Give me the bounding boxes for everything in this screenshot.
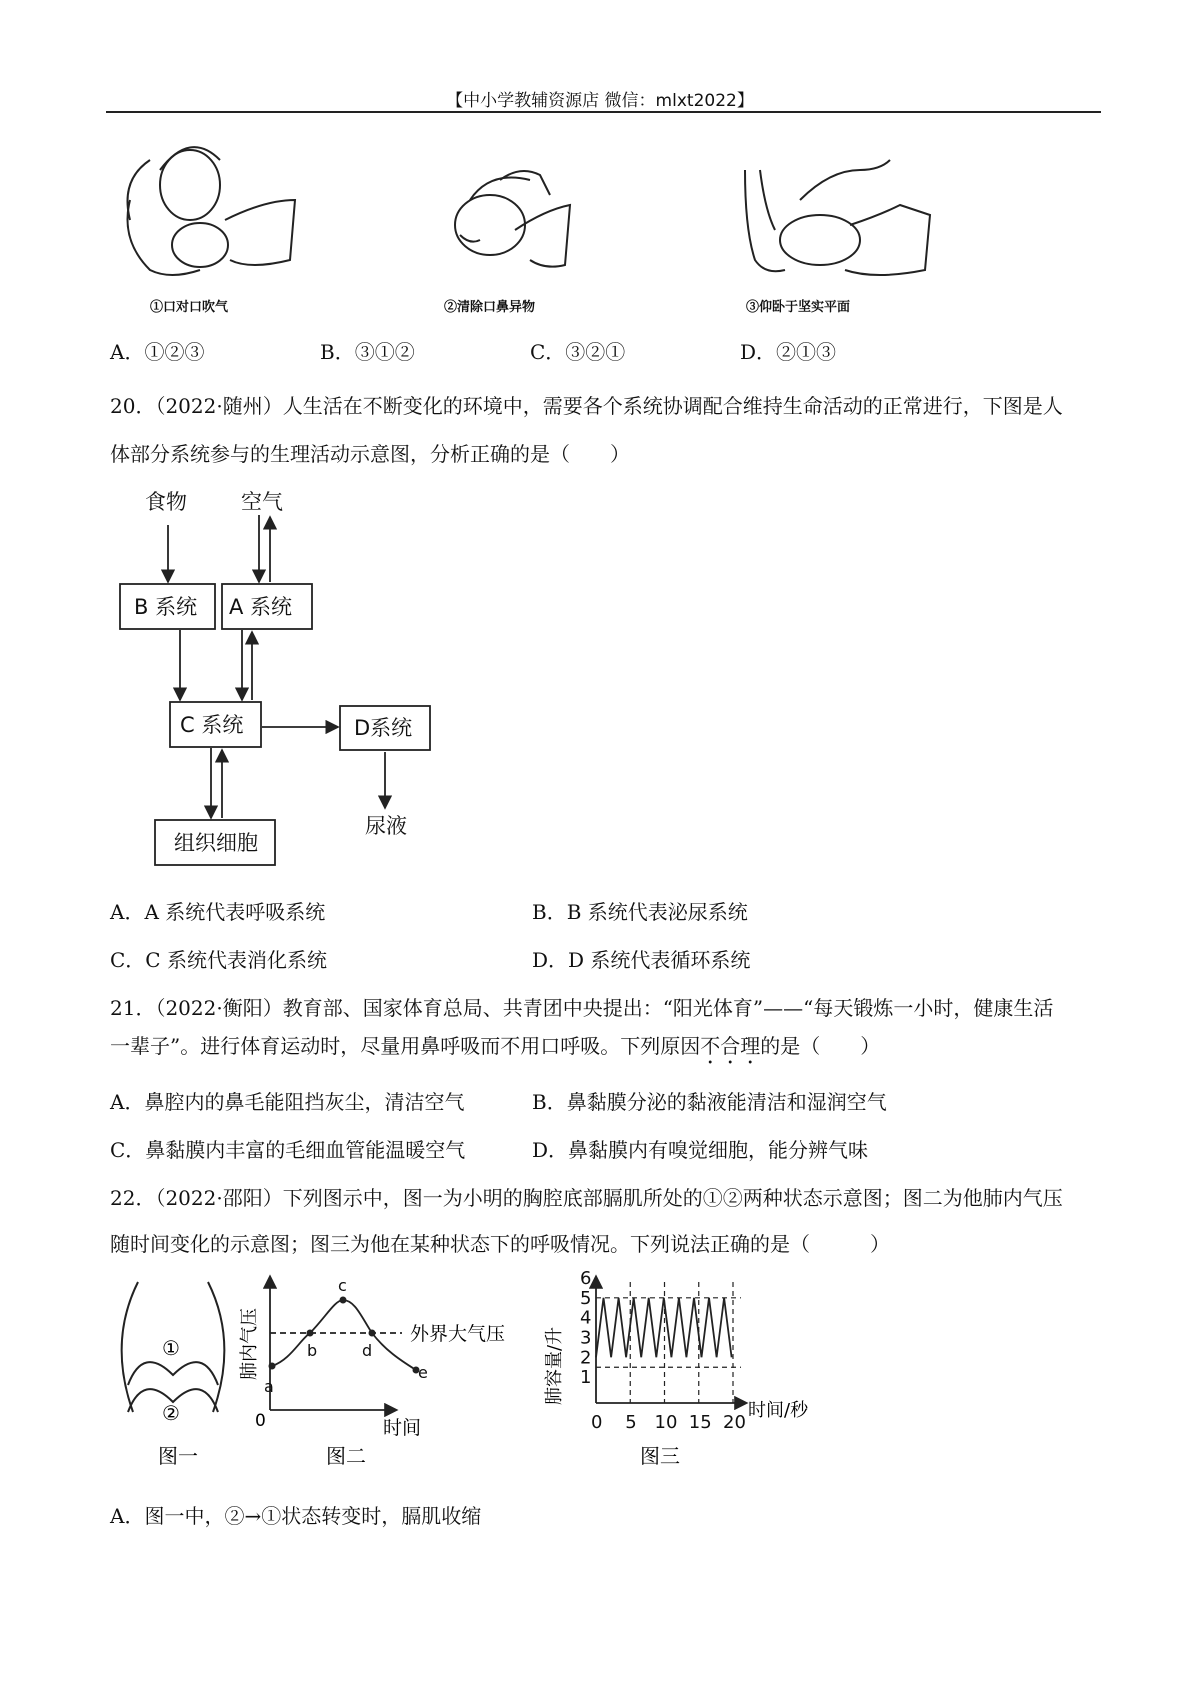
q21-option-d: D．鼻黏膜内有嗅觉细胞，能分辨气味 <box>532 1138 869 1162</box>
q22-option-a: A．图一中，②→①状态转变时，膈肌收缩 <box>110 1504 482 1528</box>
q19-option-a: A．①②③ <box>110 340 205 364</box>
q20-option-c: C．C 系统代表消化系统 <box>110 948 327 972</box>
q21-option-b: B．鼻黏膜分泌的黏液能清洁和湿润空气 <box>532 1090 887 1114</box>
q19-option-b: B．③①② <box>320 340 415 364</box>
caption-3: ③仰卧于坚实平面 <box>746 300 851 315</box>
a-system-label: A 系统 <box>229 595 293 619</box>
q21-option-c: C．鼻黏膜内丰富的毛细血管能温暖空气 <box>110 1138 466 1162</box>
c-system-label: C 系统 <box>180 713 244 737</box>
q20-option-a: A．A 系统代表呼吸系统 <box>110 900 326 924</box>
fig2-ref-label: 外界大气压 <box>410 1323 506 1345</box>
label-a: a <box>264 1377 274 1396</box>
label-c: c <box>338 1276 347 1295</box>
fig1-caption: 图一 <box>158 1444 198 1468</box>
q19-option-c: C．③②① <box>530 340 626 364</box>
q21-stem-pre: 一辈子”。进行体育运动时，尽量用鼻呼吸而不用口呼吸。下列原因 <box>110 1034 701 1058</box>
label-e: e <box>418 1363 428 1382</box>
q21-option-a: A．鼻腔内的鼻毛能阻挡灰尘，清洁空气 <box>110 1090 465 1114</box>
urine-label: 尿液 <box>365 814 407 838</box>
fig2-xlabel: 时间 <box>383 1417 422 1439</box>
q21-stem-line1: 21．（2022·衡阳）教育部、国家体育总局、共青团中央提出：“阳光体育”——“每天锻炼一小时，健康生活 <box>110 996 1054 1020</box>
y-tick-2: 2 <box>580 1347 592 1369</box>
x-tick-0: 0 <box>591 1412 603 1433</box>
q22-stem-line2: 随时间变化的示意图；图三为他在某种状态下的呼吸情况。下列说法正确的是（ ） <box>110 1232 890 1256</box>
x-tick-5: 5 <box>625 1412 637 1433</box>
q21-stem-post: 的是（ ） <box>760 1034 881 1058</box>
fig3-ylabel: 肺容量/升 <box>544 1326 565 1405</box>
y-tick-4: 4 <box>580 1307 592 1329</box>
q20-option-b: B．B 系统代表泌尿系统 <box>532 900 748 924</box>
tissue-label: 组织细胞 <box>174 831 258 855</box>
y-tick-5: 5 <box>580 1287 592 1309</box>
y-tick-3: 3 <box>580 1327 592 1349</box>
fig2-ylabel: 肺内气压 <box>239 1308 260 1380</box>
caption-1: ①口对口吹气 <box>150 300 229 315</box>
food-label: 食物 <box>145 490 187 514</box>
q19-option-d: D．②①③ <box>740 340 837 364</box>
page-header: 【中小学教辅资源店 微信：mlxt2022】 <box>446 91 754 111</box>
fig1-label-2: ② <box>162 1401 180 1425</box>
fig3-caption: 图三 <box>640 1444 680 1468</box>
label-b: b <box>307 1341 318 1360</box>
y-tick-1: 1 <box>580 1367 592 1389</box>
q22-stem-line1: 22．（2022·邵阳）下列图示中，图一为小明的胸腔底部膈肌所处的①②两种状态示意图；图二为他肺内气压 <box>110 1186 1063 1210</box>
fig3-xlabel: 时间/秒 <box>748 1400 809 1421</box>
x-tick-20: 20 <box>723 1412 746 1433</box>
x-tick-15: 15 <box>688 1412 712 1433</box>
d-system-label: D系统 <box>354 716 413 740</box>
y-tick-6: 6 <box>580 1268 592 1289</box>
q20-stem-line2: 体部分系统参与的生理活动示意图，分析正确的是（ ） <box>110 442 630 466</box>
fig1-label-1: ① <box>162 1336 180 1360</box>
fig2-caption: 图二 <box>326 1444 366 1468</box>
air-label: 空气 <box>241 490 283 514</box>
q20-stem-line1: 20．（2022·随州）人生活在不断变化的环境中，需要各个系统协调配合维持生命活动的正常进行，下图是人 <box>110 394 1063 418</box>
q20-option-d: D．D 系统代表循环系统 <box>532 948 751 972</box>
label-d: d <box>362 1341 373 1360</box>
q21-emphasis: 不合理 <box>700 1034 761 1058</box>
b-system-label: B 系统 <box>134 595 198 619</box>
lung-volume-series <box>596 1298 732 1358</box>
x-tick-10: 10 <box>654 1412 678 1433</box>
caption-2: ②清除口鼻异物 <box>444 300 536 315</box>
fig2-origin: 0 <box>255 1411 266 1431</box>
